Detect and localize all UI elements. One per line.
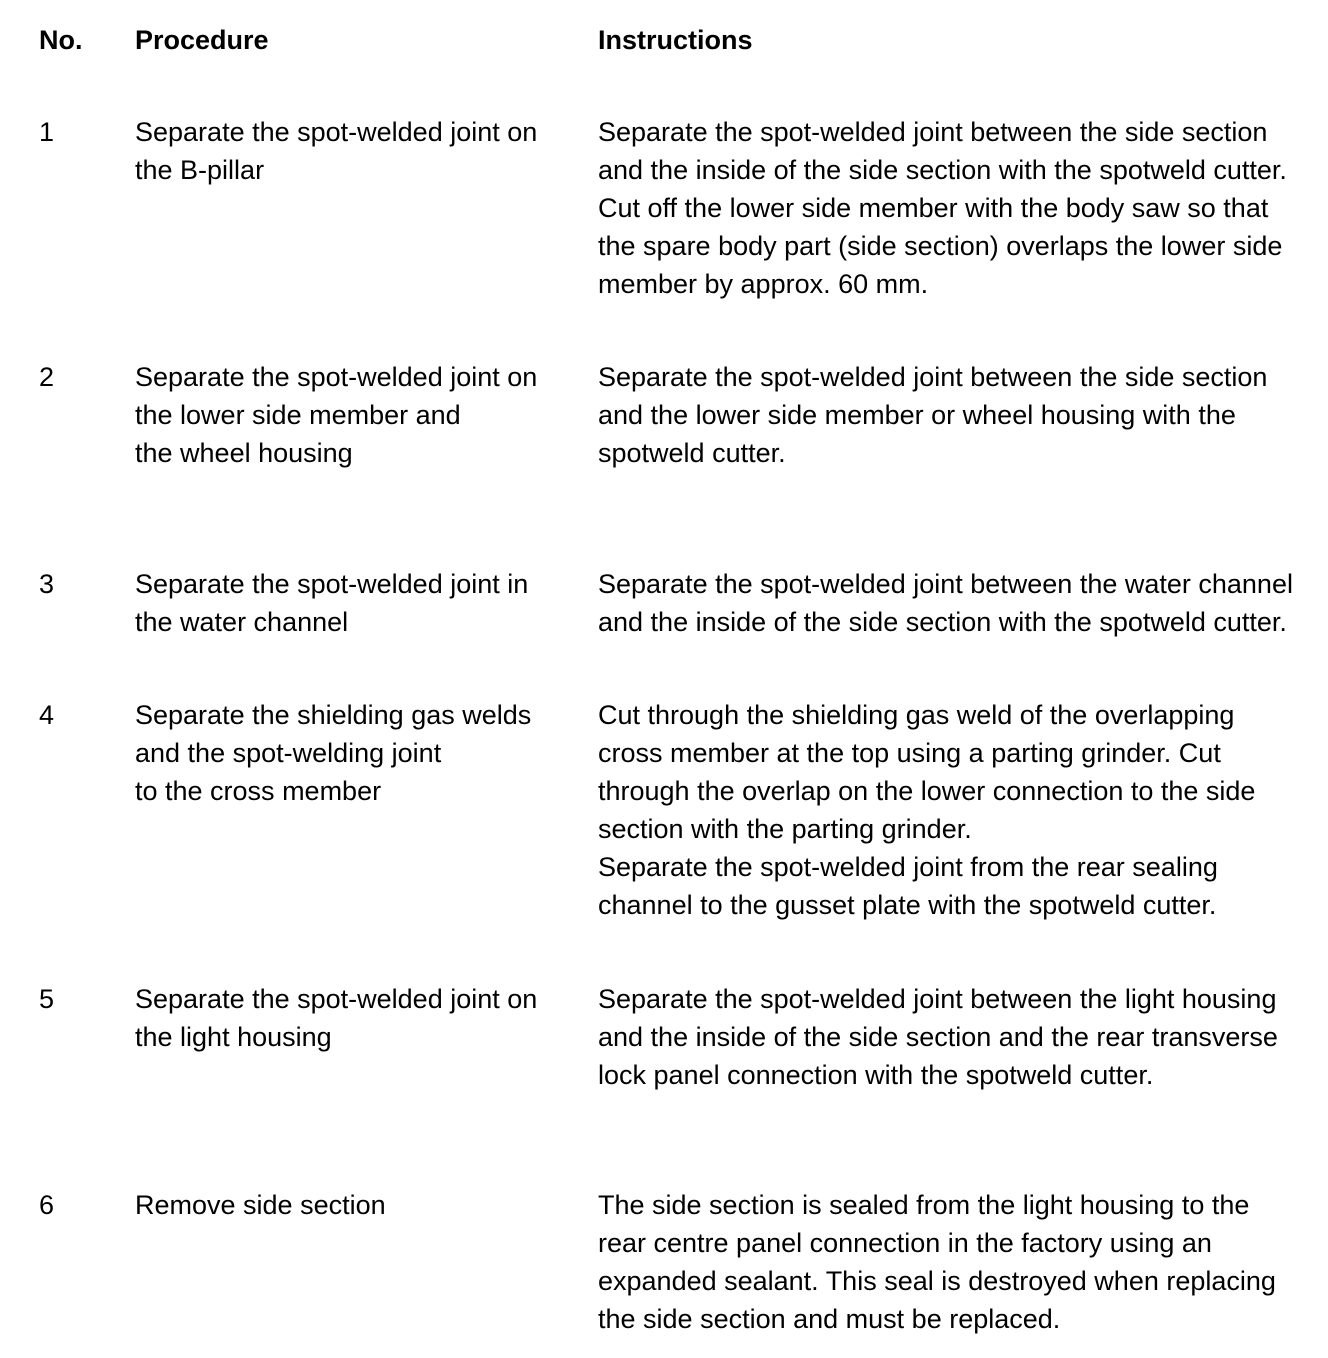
row-2-instructions: Separate the spot-welded joint between the side section and the lower side member or wheel housing with the spotweld cutter. <box>598 362 1268 468</box>
row-6-instructions: The side section is sealed from the light housing to the rear centre panel connection in the factory using an expanded sealant. This seal is destroyed when replacing the side section and must be replaced. <box>598 1190 1276 1334</box>
row-5-instructions: Separate the spot-welded joint between the light housing and the inside of the side section and the rear transverse lock panel connection with the spotweld cutter. <box>598 984 1278 1090</box>
row-1-no: 1 <box>39 117 55 147</box>
header-instructions: Instructions <box>598 25 753 55</box>
row-1-procedure: Separate the spot-welded joint on the B-pillar <box>135 117 538 185</box>
row-4-procedure: Separate the shielding gas welds and the spot-welding joint to the cross member <box>135 700 532 806</box>
row-2-no: 2 <box>39 362 55 392</box>
row-1-instructions: Separate the spot-welded joint between the side section and the inside of the side section with the spotweld cutter. Cut off the lower side member with the body saw so that the spare body part (side section) overlaps the lower side member by approx. 60 mm. <box>598 117 1287 299</box>
row-2-procedure: Separate the spot-welded joint on the lower side member and the wheel housing <box>135 362 538 468</box>
header-no: No. <box>39 25 83 55</box>
header-procedure: Procedure <box>135 25 269 55</box>
row-6-procedure: Remove side section <box>135 1190 386 1220</box>
row-5-no: 5 <box>39 984 55 1014</box>
row-5-procedure: Separate the spot-welded joint on the light housing <box>135 984 538 1052</box>
row-4-instructions: Cut through the shielding gas weld of the overlapping cross member at the top using a parting grinder. Cut through the overlap on the lower connection to the side section with the parting grinder. Separate the spot-welded joint from the rear sealing channel to the gusset plate with the spotweld cutter. <box>598 700 1256 920</box>
row-3-instructions: Separate the spot-welded joint between the water channel and the inside of the side section with the spotweld cutter. <box>598 569 1293 637</box>
row-4-no: 4 <box>39 700 55 730</box>
row-3-procedure: Separate the spot-welded joint in the water channel <box>135 569 529 637</box>
row-3-no: 3 <box>39 569 55 599</box>
row-6-no: 6 <box>39 1190 55 1220</box>
